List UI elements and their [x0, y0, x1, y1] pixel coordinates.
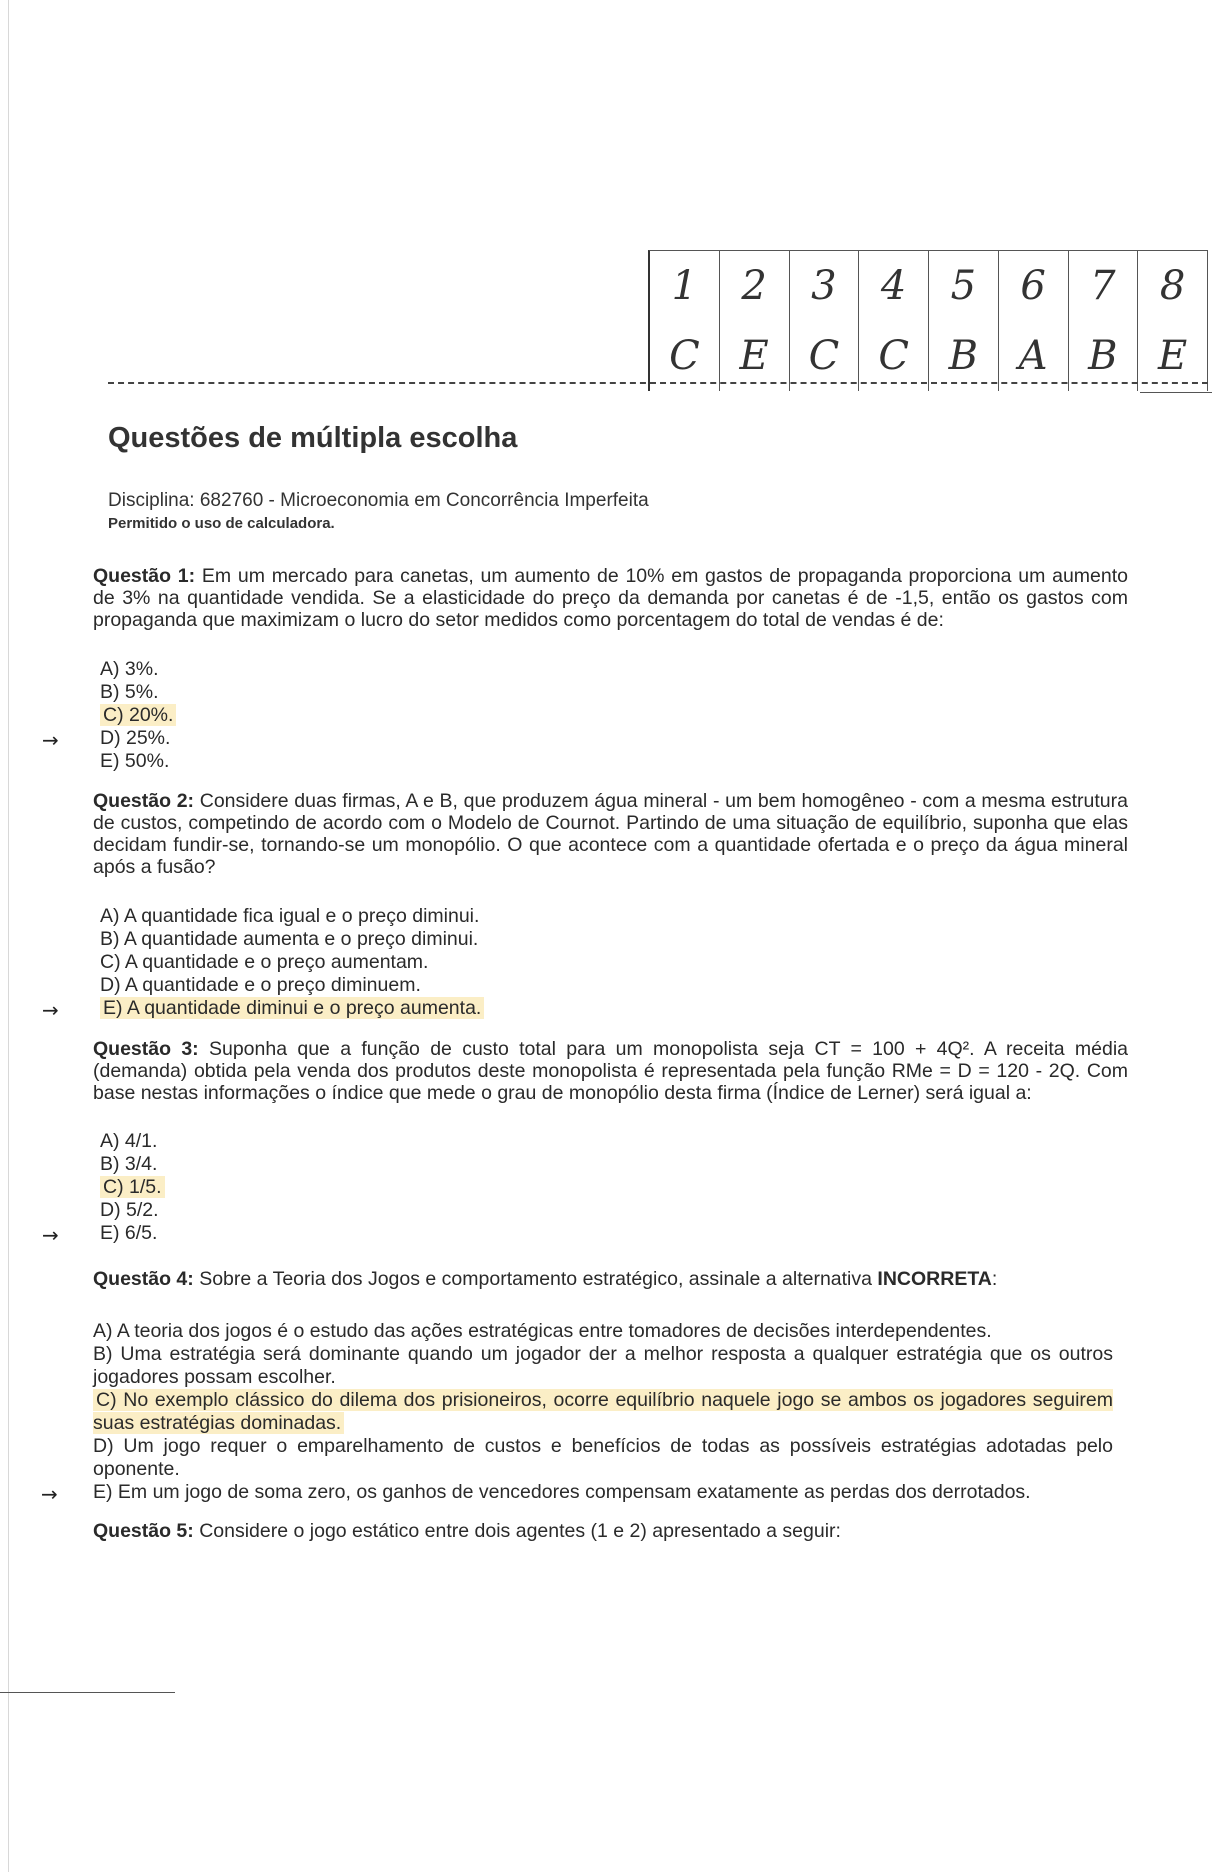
- option-d[interactable]: D) 5/2.: [100, 1199, 159, 1221]
- answer-number: 1: [671, 263, 698, 309]
- option-e[interactable]: E) 50%.: [100, 750, 170, 772]
- answer-cell: [999, 251, 1069, 391]
- option-a[interactable]: A) 3%.: [100, 658, 159, 680]
- option-c[interactable]: [100, 704, 176, 727]
- answer-cell: [1069, 251, 1139, 391]
- option-e[interactable]: [42, 1222, 165, 1247]
- answer-cell: [790, 251, 860, 391]
- scan-artifact-line: [0, 1692, 175, 1693]
- option-d[interactable]: D) Um jogo requer o emparelhamento de custos e benefícios de todas as possíveis estratégias adotadas pelo oponente.: [93, 1435, 1113, 1480]
- answer-number: 6: [1020, 263, 1046, 309]
- option-b[interactable]: B) Uma estratégia será dominante quando um jogador der a melhor resposta a qualquer estratégia que os outros jogadores possam escolher.: [93, 1343, 1113, 1388]
- question-4: [93, 1268, 1128, 1290]
- question-text: Suponha que a função de custo total para um monopolista seja CT = 100 + 4Q². A receita média (demanda) obtida pela venda dos produtos deste monopolista é representada pela função RMe = D = 120 - 2Q. Com base nestas informações o índice que mede o grau de monopólio desta firma (Índice de Lerner) será igual a:: [93, 1038, 1128, 1104]
- highlighted-option-text: C) 1/5.: [100, 1176, 165, 1198]
- calculator-note: Permitido o uso de calculadora.: [108, 515, 335, 532]
- option-e[interactable]: [41, 1481, 1113, 1506]
- answer-cell: [1138, 251, 1208, 391]
- question-label: Questão 3:: [93, 1038, 199, 1060]
- discipline-line: Disciplina: 682760 - Microeconomia em Concorrência Imperfeita: [108, 490, 649, 511]
- answer-letter: C: [878, 333, 909, 379]
- question-emphasis: INCORRETA: [877, 1268, 992, 1290]
- answer-letter: E: [739, 333, 769, 379]
- highlighted-option-text: C) 20%.: [100, 704, 176, 726]
- option-c[interactable]: [93, 1389, 1113, 1435]
- question-text: Sobre a Teoria dos Jogos e comportamento estratégico, assinale a alternativa: [199, 1268, 878, 1290]
- option-text: E) 6/5.: [100, 1222, 158, 1244]
- question-3: [93, 1038, 1128, 1104]
- option-d[interactable]: D) A quantidade e o preço diminuem.: [100, 974, 421, 996]
- option-b[interactable]: B) 3/4.: [100, 1153, 158, 1175]
- answer-cell: [650, 251, 720, 391]
- option-a[interactable]: A) 4/1.: [100, 1130, 158, 1152]
- answer-cell: [859, 251, 929, 391]
- option-d[interactable]: [42, 727, 176, 752]
- answer-number: 7: [1090, 263, 1116, 309]
- question-label: Questão 1:: [93, 565, 196, 587]
- answer-grid: [648, 250, 1208, 391]
- highlighted-option-text: C) No exemplo clássico do dilema dos prisioneiros, ocorre equilíbrio naquele jogo se ambos os jogadores seguirem suas estratégias dominadas.: [93, 1389, 1113, 1434]
- answer-number: 2: [741, 263, 767, 309]
- question-label: Questão 4:: [93, 1268, 194, 1290]
- answer-cell: [720, 251, 790, 391]
- hand-arrow-icon: →: [41, 1482, 55, 1506]
- hand-arrow-icon: →: [42, 1223, 56, 1247]
- page-title: Questões de múltipla escolha: [108, 422, 518, 454]
- option-c[interactable]: [100, 1176, 165, 1199]
- answer-letter: C: [669, 333, 700, 379]
- highlighted-option-text: E) A quantidade diminui e o preço aumenta.: [100, 997, 484, 1019]
- question-5: [93, 1520, 1128, 1542]
- question-text: Considere o jogo estático entre dois agentes (1 e 2) apresentado a seguir:: [199, 1520, 841, 1542]
- answer-letter: A: [1018, 333, 1048, 379]
- question-2-options: [42, 905, 484, 1022]
- question-text: Considere duas firmas, A e B, que produzem água mineral - um bem homogêneo - com a mesma estrutura de custos, competindo de acordo com o Modelo de Cournot. Partindo de uma situação de equilíbrio, suponha que elas decidam fundir-se, tornando-se um monopólio. O que acontece com a quantidade ofertada e o preço da água mineral após a fusão?: [93, 790, 1128, 878]
- answer-letter: E: [1158, 333, 1188, 379]
- page-edge: [8, 0, 9, 1872]
- option-b[interactable]: B) 5%.: [100, 681, 159, 703]
- question-4-options: [41, 1320, 1113, 1506]
- answer-number: 3: [811, 263, 837, 309]
- option-a[interactable]: A) A teoria dos jogos é o estudo das ações estratégicas entre tomadores de decisões interdependentes.: [93, 1320, 992, 1342]
- hand-arrow-icon: →: [42, 998, 56, 1022]
- answer-letter: B: [948, 333, 979, 379]
- question-1: [93, 565, 1128, 631]
- question-text-end: :: [991, 1268, 998, 1290]
- answer-cell: [929, 251, 999, 391]
- question-label: Questão 5:: [93, 1520, 194, 1542]
- answer-number: 4: [880, 263, 907, 309]
- option-b[interactable]: B) A quantidade aumenta e o preço diminui.: [100, 928, 479, 950]
- question-text: Em um mercado para canetas, um aumento de 10% em gastos de propaganda proporciona um aumento de 3% na quantidade vendida. Se a elasticidade do preço da demanda por canetas é de -1,5, então os gastos com propaganda que maximizam o lucro do setor medidos como porcentagem do total de vendas é de:: [93, 565, 1128, 631]
- question-1-options: [42, 658, 176, 773]
- question-2: [93, 790, 1128, 878]
- option-text: E) Em um jogo de soma zero, os ganhos de vencedores compensam exatamente as perdas dos derrotados.: [93, 1481, 1031, 1503]
- option-text: D) 25%.: [100, 727, 171, 749]
- option-a[interactable]: A) A quantidade fica igual e o preço diminui.: [100, 905, 480, 927]
- hand-arrow-icon: →: [42, 728, 56, 752]
- cut-line-divider: [108, 382, 1208, 384]
- option-e[interactable]: [42, 997, 484, 1022]
- option-c[interactable]: C) A quantidade e o preço aumentam.: [100, 951, 429, 973]
- question-3-options: [42, 1130, 165, 1247]
- answer-number: 8: [1159, 263, 1186, 309]
- answer-letter: B: [1088, 333, 1118, 379]
- answer-letter: C: [808, 333, 840, 379]
- answer-number: 5: [950, 263, 977, 309]
- grid-tail-line: [1140, 392, 1212, 393]
- question-label: Questão 2:: [93, 790, 195, 812]
